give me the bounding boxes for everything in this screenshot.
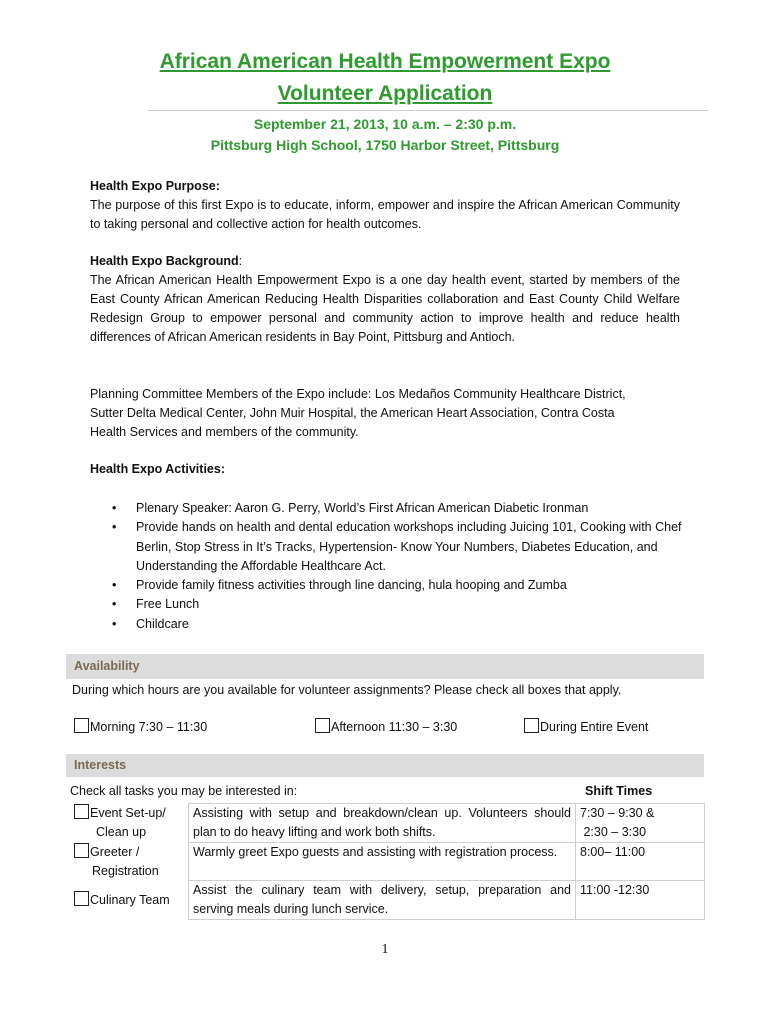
culinary-checkbox[interactable] — [74, 891, 89, 906]
interests-section-header: Interests — [66, 754, 704, 777]
bullet-icon: • — [112, 597, 117, 612]
task-option-greeter[interactable]: Greeter / Registration — [70, 843, 189, 881]
interests-table — [70, 803, 705, 920]
list-item: • Plenary Speaker: Aaron G. Perry, World’s First African American Diabetic Ironman — [90, 499, 690, 518]
activities-list — [90, 499, 690, 634]
purpose-heading: Health Expo Purpose: — [90, 179, 220, 193]
background-heading-line — [90, 252, 680, 271]
document-title: African American Health Empowerment Expo — [159, 50, 611, 73]
task-description: Assisting with setup and breakdown/clean up. Volunteers should plan to do heavy lifting and work both shifts. — [189, 804, 576, 843]
availability-option-entire-event[interactable]: During Entire Event — [524, 718, 648, 737]
afternoon-checkbox[interactable] — [315, 718, 330, 733]
availability-option-afternoon[interactable]: Afternoon 11:30 – 3:30 — [315, 718, 457, 737]
interests-prompt: Check all tasks you may be interested in: — [70, 784, 298, 798]
background-heading: Health Expo Background — [90, 254, 239, 268]
availability-question: During which hours are you available for volunteer assignments? Please check all boxes that apply. — [72, 683, 622, 697]
event-venue: Pittsburg High School, 1750 Harbor Street, Pittsburg — [210, 137, 560, 153]
task-option-setup[interactable]: Event Set-up/ Clean up — [70, 804, 189, 843]
entire-event-checkbox[interactable] — [524, 718, 539, 733]
document-subtitle: Volunteer Application — [277, 82, 493, 105]
task-option-culinary[interactable]: Culinary Team — [70, 881, 189, 920]
table-row — [70, 881, 705, 920]
table-row — [70, 843, 705, 881]
task-shift: 11:00 -12:30 — [576, 881, 705, 920]
greeter-checkbox[interactable] — [74, 843, 89, 858]
list-item: • Provide family fitness activities through line dancing, hula hooping and Zumba — [90, 576, 690, 595]
setup-checkbox[interactable] — [74, 804, 89, 819]
bullet-icon: • — [112, 501, 117, 515]
title-divider — [148, 110, 708, 111]
list-item: • Provide hands on health and dental education workshops including Juicing 101, Cooking with Chef Berlin, Stop Stress in It’s Tracks, Hypertension- Know Your Numbers, Diabetes Education, and Understanding the Affordable Healthcare Act. — [112, 520, 682, 573]
bullet-icon: • — [112, 616, 117, 631]
committee-body: Planning Committee Members of the Expo include: Los Medaños Community Healthcare District, Sutter Delta Medical Center, John Muir Hospital, the American Heart Association, Contra Costa Health Services and members of the community. — [90, 387, 626, 439]
bullet-icon: • — [112, 520, 117, 535]
bullet-icon: • — [112, 578, 117, 593]
page-number: 1 — [381, 942, 389, 957]
task-shift: 7:30 – 9:30 & 2:30 – 3:30 — [576, 804, 705, 843]
morning-checkbox[interactable] — [74, 718, 89, 733]
background-heading-colon: : — [238, 254, 243, 268]
purpose-body: The purpose of this first Expo is to educate, inform, empower and inspire the African American Community to taking personal and collective action for health outcomes. — [90, 198, 680, 231]
task-description: Assist the culinary team with delivery, setup, preparation and serving meals during lunch service. — [189, 881, 576, 920]
table-row — [70, 804, 705, 843]
availability-section-header: Availability — [66, 654, 704, 679]
shift-times-header: Shift Times — [585, 784, 653, 798]
event-date: September 21, 2013, 10 a.m. – 2:30 p.m. — [253, 116, 517, 132]
background-body: The African American Health Empowerment Expo is a one day health event, started by members of the East County African American Reducing Health Disparities collaboration and East County Child Welfare Redesign Group to empower personal and community action to improve health and reduce health differences of African American residents in Bay Point, Pittsburg and Antioch. — [90, 273, 680, 344]
task-description: Warmly greet Expo guests and assisting with registration process. — [189, 843, 576, 881]
activities-heading: Health Expo Activities: — [90, 462, 225, 476]
availability-option-morning[interactable]: Morning 7:30 – 11:30 — [74, 718, 207, 737]
task-shift: 8:00– 11:00 — [576, 843, 705, 881]
list-item: • Childcare — [90, 615, 690, 634]
list-item: • Free Lunch — [90, 595, 690, 614]
